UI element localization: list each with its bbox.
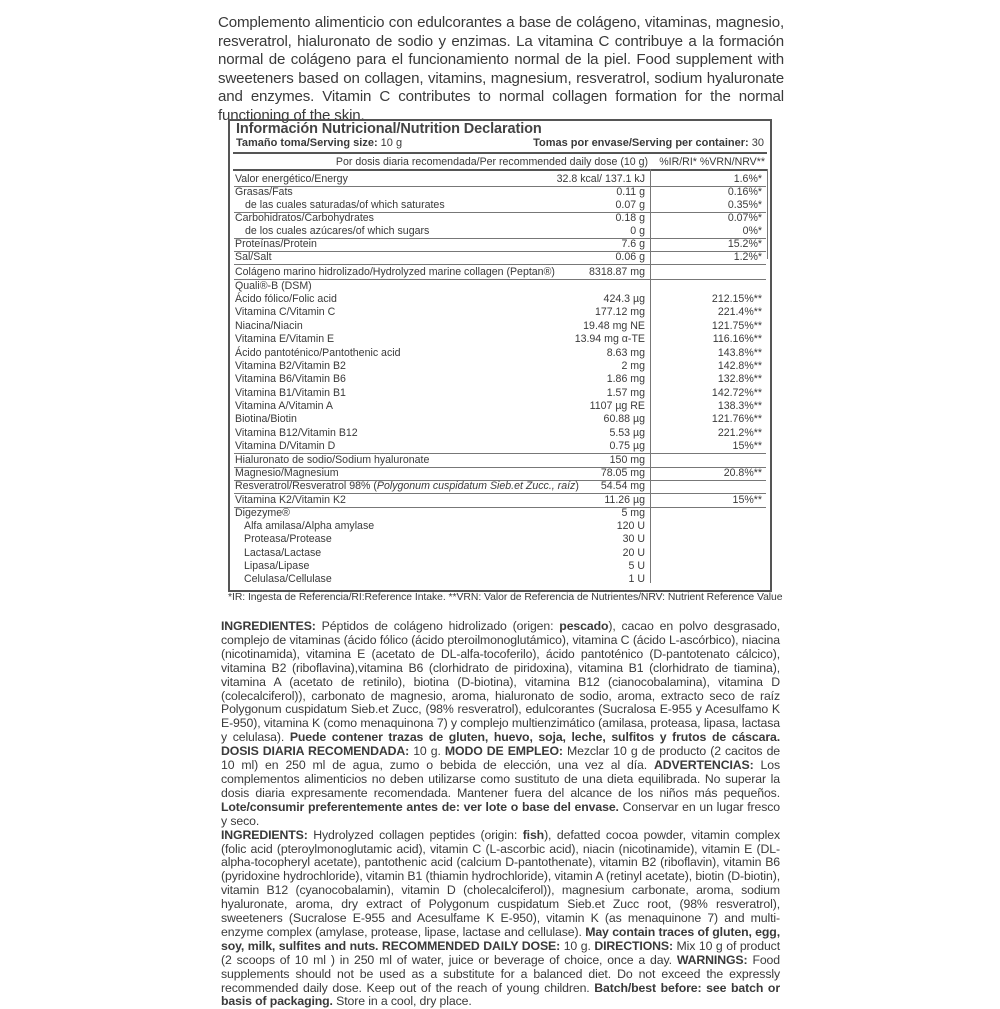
text: 10 g. (560, 938, 595, 953)
table-row (234, 573, 766, 586)
nutrient-percent: 0.16%* (727, 186, 762, 198)
nutrient-value: 0.18 g (615, 212, 645, 224)
nutrient-name: Vitamina K2/Vitamin K2 (235, 494, 346, 506)
nutrient-percent: 15%** (732, 494, 762, 506)
text: Store in a cool, dry place. (332, 994, 472, 1009)
column-divider (767, 169, 768, 259)
table-row (234, 333, 766, 346)
label: WARNINGS: (676, 952, 748, 967)
table-row (234, 520, 766, 533)
nutrient-value: 11.26 µg (604, 494, 645, 506)
table-row (234, 266, 766, 280)
nutrient-value: 8318.87 mg (589, 266, 645, 278)
nutrient-value: 19.48 mg NE (583, 320, 645, 332)
table-row (234, 467, 766, 481)
header-percent: %IR/RI* %VRN/NRV** (659, 156, 765, 168)
nutrient-percent: 142.72%** (711, 387, 762, 399)
nutrient-name-part: Polygonum cuspidatum Sieb.et Zucc., raíz (376, 480, 576, 492)
ingredients-es (221, 620, 780, 829)
nutrient-name: Vitamina B1/Vitamin B1 (235, 387, 346, 399)
text: ), cacao en polvo desgrasado, complejo de vitaminas (ácido fólico (ácido pteroilmonoglutámico), vitamina C (ácido L-ascórbico), niacina (nicotinamida), vitamina E (acetato de DL-alfa-tocoferilo), ácido pantoténico (D-pantotenato cálcico), vitamina B2 (riboflavina),vitamina B6 (clorhidrato de piridoxina), vitamina B1 (clorhidrato de tiamina), vitamina A (acetato de retinilo), biotina (D-biotina), vitamina B12 (cianocobalamina), vitamina D (colecalciferol)), carbonato de magnesio, aroma, hialuronato de sodio, aroma, extracto seco de raíz Polygonum cuspidatum Sieb.et Zucc, (98% resveratrol), edulcorantes (Sucralosa E-955 y Acesulfamo K E-950), vitamina K (como menaquinona 7) y complejo multienzimático (amilasa, proteasa, lipasa, lactasa y celulasa). (221, 619, 780, 745)
nutrient-value: 8.63 mg (606, 347, 645, 359)
nutrient-name: Valor energético/Energy (235, 173, 348, 185)
nutrient-name: Celulasa/Cellulase (244, 573, 332, 585)
header-dose: Por dosis diaria recomendada/Per recommended daily dose (10 g) (335, 156, 648, 168)
servings-value: 30 (751, 137, 764, 149)
nutrient-name: Vitamina E/Vitamin E (235, 333, 335, 345)
table-row (234, 547, 766, 560)
table-divider (233, 169, 767, 171)
text: Hydrolyzed collagen peptides (origin: (307, 827, 523, 842)
text: Conservar en un lugar fresco y seco. (221, 799, 780, 828)
nutrient-name: Carbohidratos/Carbohydrates (235, 212, 374, 224)
nutrient-value: 2 mg (621, 360, 645, 372)
nutrient-name: Vitamina C/Vitamin C (235, 306, 336, 318)
table-row (234, 480, 766, 494)
nutrient-name: Proteasa/Protease (244, 533, 332, 545)
table-row (234, 293, 766, 306)
table-row (234, 306, 766, 319)
traces-warning: Puede contener trazas de gluten, huevo, soja, leche, sulfitos y frutos de cáscara. (289, 730, 780, 745)
nutrient-name: Quali®-B (DSM) (235, 280, 312, 292)
batch-info: Lote/consumir preferentemente antes de: ver lote o base del envase. (221, 799, 619, 814)
nutrient-name: Vitamina B6/Vitamin B6 (235, 373, 346, 385)
table-row (234, 199, 766, 213)
text: Food supplements should not be used as a substitute for a balanced diet. Do not exceed the expressly recommended daily dose. Keep out of the reach of young children. (221, 952, 780, 995)
table-row (234, 413, 766, 426)
nutrient-percent: 212.15%** (711, 293, 762, 305)
text: Péptidos de colágeno hidrolizado (origen: (315, 619, 560, 633)
nutrient-value: 177.12 mg (594, 306, 645, 318)
nutrient-value: 0.11 g (616, 186, 645, 198)
nutrient-percent: 0.35%* (727, 199, 762, 211)
table-row (234, 280, 766, 293)
table-row (234, 533, 766, 546)
nutrient-percent: 20.8%** (723, 467, 762, 479)
nutrient-name: Ácido fólico/Folic acid (235, 293, 337, 305)
nutrient-value: 60.88 µg (603, 413, 645, 425)
nutrient-name: Colágeno marino hidrolizado/Hydrolyzed marine collagen (Peptan®) (235, 266, 555, 278)
ingredients-en (221, 829, 780, 1009)
table-row (234, 440, 766, 454)
nutrient-percent: 15.2%* (727, 238, 762, 250)
nutrient-value: 120 U (616, 520, 645, 532)
table-row (234, 360, 766, 373)
ingredients-block (221, 620, 780, 1009)
serving-size (236, 137, 402, 150)
nutrient-percent: 15%** (732, 440, 762, 452)
nutrient-value: 5.53 µg (609, 427, 645, 439)
nutrient-name: Vitamina B12/Vitamin B12 (235, 427, 358, 439)
table-row (234, 454, 766, 468)
table-row (234, 320, 766, 333)
nutrient-percent: 221.4%** (717, 306, 762, 318)
table-row (234, 427, 766, 440)
nutrition-table (228, 119, 772, 592)
nutrient-percent: 143.8%** (717, 347, 762, 359)
nutrient-value: 0.07 g (615, 199, 645, 211)
label: INGREDIENTES: (221, 619, 316, 633)
nutrient-percent: 121.76%** (711, 413, 762, 425)
nutrition-title: Información Nutricional/Nutrition Declaration (236, 121, 542, 137)
nutrient-name: Digezyme® (235, 507, 290, 519)
table-row (234, 373, 766, 386)
text: 10 g. (409, 744, 445, 759)
table-row (234, 507, 766, 520)
nutrient-name: de las cuales saturadas/of which saturates (245, 199, 445, 211)
table-row (234, 560, 766, 573)
text: Mezclar 10 g de producto (2 cacitos de 10 ml) en 250 ml de agua, zumo o bebida de elección, una vez al día. (221, 744, 781, 773)
serving-info (236, 137, 764, 150)
nutrient-value: 30 U (622, 533, 645, 545)
nutrient-name: Lipasa/Lipase (244, 560, 310, 572)
label: RECOMMENDED DAILY DOSE: (378, 938, 561, 953)
nutrient-value: 150 mg (609, 454, 645, 466)
nutrient-value: 13.94 mg α-TE (574, 333, 645, 345)
table-row (234, 387, 766, 400)
nutrient-name: de los cuales azúcares/of which sugars (245, 225, 430, 237)
nutrient-percent: 138.3%** (717, 400, 762, 412)
table-row (234, 212, 766, 225)
serving-size-value: 10 g (380, 137, 403, 149)
product-description: Complemento alimenticio con edulcorantes a base de colágeno, vitaminas, magnesio, resveratrol, hialuronato de sodio y enzimas. La vitamina C contribuye a la formación normal de colágeno para el funcionamiento normal de la piel. Food supplement with sweeteners based on collagen, vitamins, magnesium, resveratrol, sodium hyaluronate and enzymes. Vitamin C contributes to normal collagen formation for the normal functioning of the skin. (218, 14, 784, 124)
nutrient-percent: 132.8%** (717, 373, 762, 385)
table-row (234, 238, 766, 252)
nutrient-percent: 221.2%** (717, 427, 762, 439)
label: MODO DE EMPLEO: (444, 744, 563, 759)
table-divider (233, 152, 767, 154)
table-row (234, 400, 766, 413)
nutrient-value: 1107 µg RE (589, 400, 645, 412)
batch-info: Batch/best before: see batch or basis of packaging. (221, 980, 780, 1009)
serving-size-label: Tamaño toma/Serving size: (236, 137, 378, 149)
nutrient-name: Vitamina B2/Vitamin B2 (235, 360, 346, 372)
table-row (234, 494, 766, 508)
table-row (234, 347, 766, 360)
label: DOSIS DIARIA RECOMENDADA: (221, 744, 410, 759)
text: ), defatted cocoa powder, vitamin complex (folic acid (pteroylmonoglutamic acid), vitamin C (L-ascorbic acid), niacin (nicotinamide), vitamin E (DL-alpha-tocopheryl acetate), pantothenic acid (calcium D-pantothenate), vitamin B2 (riboflavin), vitamin B6 (pyridoxine hydrochloride), vitamin B1 (thiamin hydrochloride), vitamin A (retinyl acetate), biotin (D-biotin), vitamin B12 (cyanocobalamin), vitamin D (cholecalciferol)), magnesium carbonate, aroma, sodium hyaluronate, aroma, dry extract of Polygonum cuspidatum Sieb.et Zucc root, (98% resveratrol), sweeteners (Sucralose E-955 and Acesulfame K E-950), vitamin K (as menaquinone 7) and multi-enzyme complex (amylase, protease, lipase, lactase and cellulase). (221, 827, 780, 939)
table-row (234, 186, 766, 199)
nutrient-value: 32.8 kcal/ 137.1 kJ (556, 173, 645, 185)
nutrient-value: 424.3 µg (603, 293, 645, 305)
nutrient-name: Alfa amilasa/Alpha amylase (244, 520, 375, 532)
nutrient-value: 5 mg (621, 507, 645, 519)
nutrient-value: 0.75 µg (609, 440, 645, 452)
label: INGREDIENTS: (221, 827, 308, 842)
nutrient-percent: 0%* (742, 225, 762, 237)
traces-warning: May contain traces of gluten, egg, soy, milk, sulfites and nuts. (221, 924, 780, 953)
nutrient-value: 20 U (622, 547, 645, 559)
nutrient-percent: 1.2%* (733, 251, 762, 263)
servings-label: Tomas por envase/Serving per container: (533, 137, 749, 149)
label: DIRECTIONS: (594, 938, 673, 953)
nutrient-value: 54.54 mg (600, 480, 645, 492)
nutrient-percent: 121.75%** (711, 320, 762, 332)
nutrient-name-part: Resveratrol/Resveratrol 98% ( (235, 480, 377, 492)
nutrient-value: 0 g (630, 225, 645, 237)
nutrient-value: 5 U (628, 560, 645, 572)
servings-per-container (533, 137, 764, 150)
nutrient-name: Ácido pantoténico/Pantothenic acid (235, 347, 401, 359)
table-header (234, 155, 766, 169)
nutrient-value: 1.86 mg (606, 373, 645, 385)
table-row (234, 173, 766, 187)
nutrient-name: Grasas/Fats (235, 186, 293, 198)
nutrient-name: Hialuronato de sodio/Sodium hyaluronate (235, 454, 430, 466)
table-row (234, 225, 766, 239)
nutrient-name: Lactasa/Lactase (244, 547, 322, 559)
nutrient-name: Vitamina A/Vitamin A (235, 400, 333, 412)
nutrient-name: Sal/Salt (235, 251, 272, 263)
nutrient-name: Niacina/Niacin (235, 320, 303, 332)
text: Los complementos alimenticios no deben utilizarse como sustituto de una dieta equilibrada. No superar la dosis diaria expresamente recomendada. Mantener fuera del alcance de los niños más pequeños. (221, 758, 780, 800)
nutrient-name: Magnesio/Magnesium (235, 467, 339, 479)
label: ADVERTENCIAS: (654, 758, 754, 773)
nutrient-name: Biotina/Biotin (235, 413, 297, 425)
nutrient-percent: 116.16%** (712, 333, 762, 345)
allergen: fish (522, 827, 545, 842)
nutrient-percent: 142.8%** (717, 360, 762, 372)
nutrient-percent: 1.6%* (733, 173, 762, 185)
nutrient-name: Proteínas/Protein (235, 238, 317, 250)
nutrient-value: 78.05 mg (600, 467, 645, 479)
nutrient-value: 7.6 g (621, 238, 645, 250)
nutrient-value: 1.57 mg (606, 387, 645, 399)
nutrient-percent: 0.07%* (727, 212, 762, 224)
nutrient-name (235, 480, 579, 493)
nutrient-name: Vitamina D/Vitamin D (235, 440, 336, 452)
nutrient-name-part: ) (575, 480, 579, 492)
nutrient-value: 0.06 g (615, 251, 645, 263)
table-row (234, 251, 766, 265)
nutrient-value: 1 U (628, 573, 645, 585)
allergen: pescado (559, 619, 609, 633)
text: Mix 10 g of product (2 scoops of 10 ml ) in 250 ml of water, juice or beverage of choice, once a day. (221, 938, 781, 967)
footnote: *IR: Ingesta de Referencia/RI:Reference Intake. **VRN: Valor de Referencia de Nutrientes/NRV: Nutrient Reference Value (228, 592, 783, 603)
